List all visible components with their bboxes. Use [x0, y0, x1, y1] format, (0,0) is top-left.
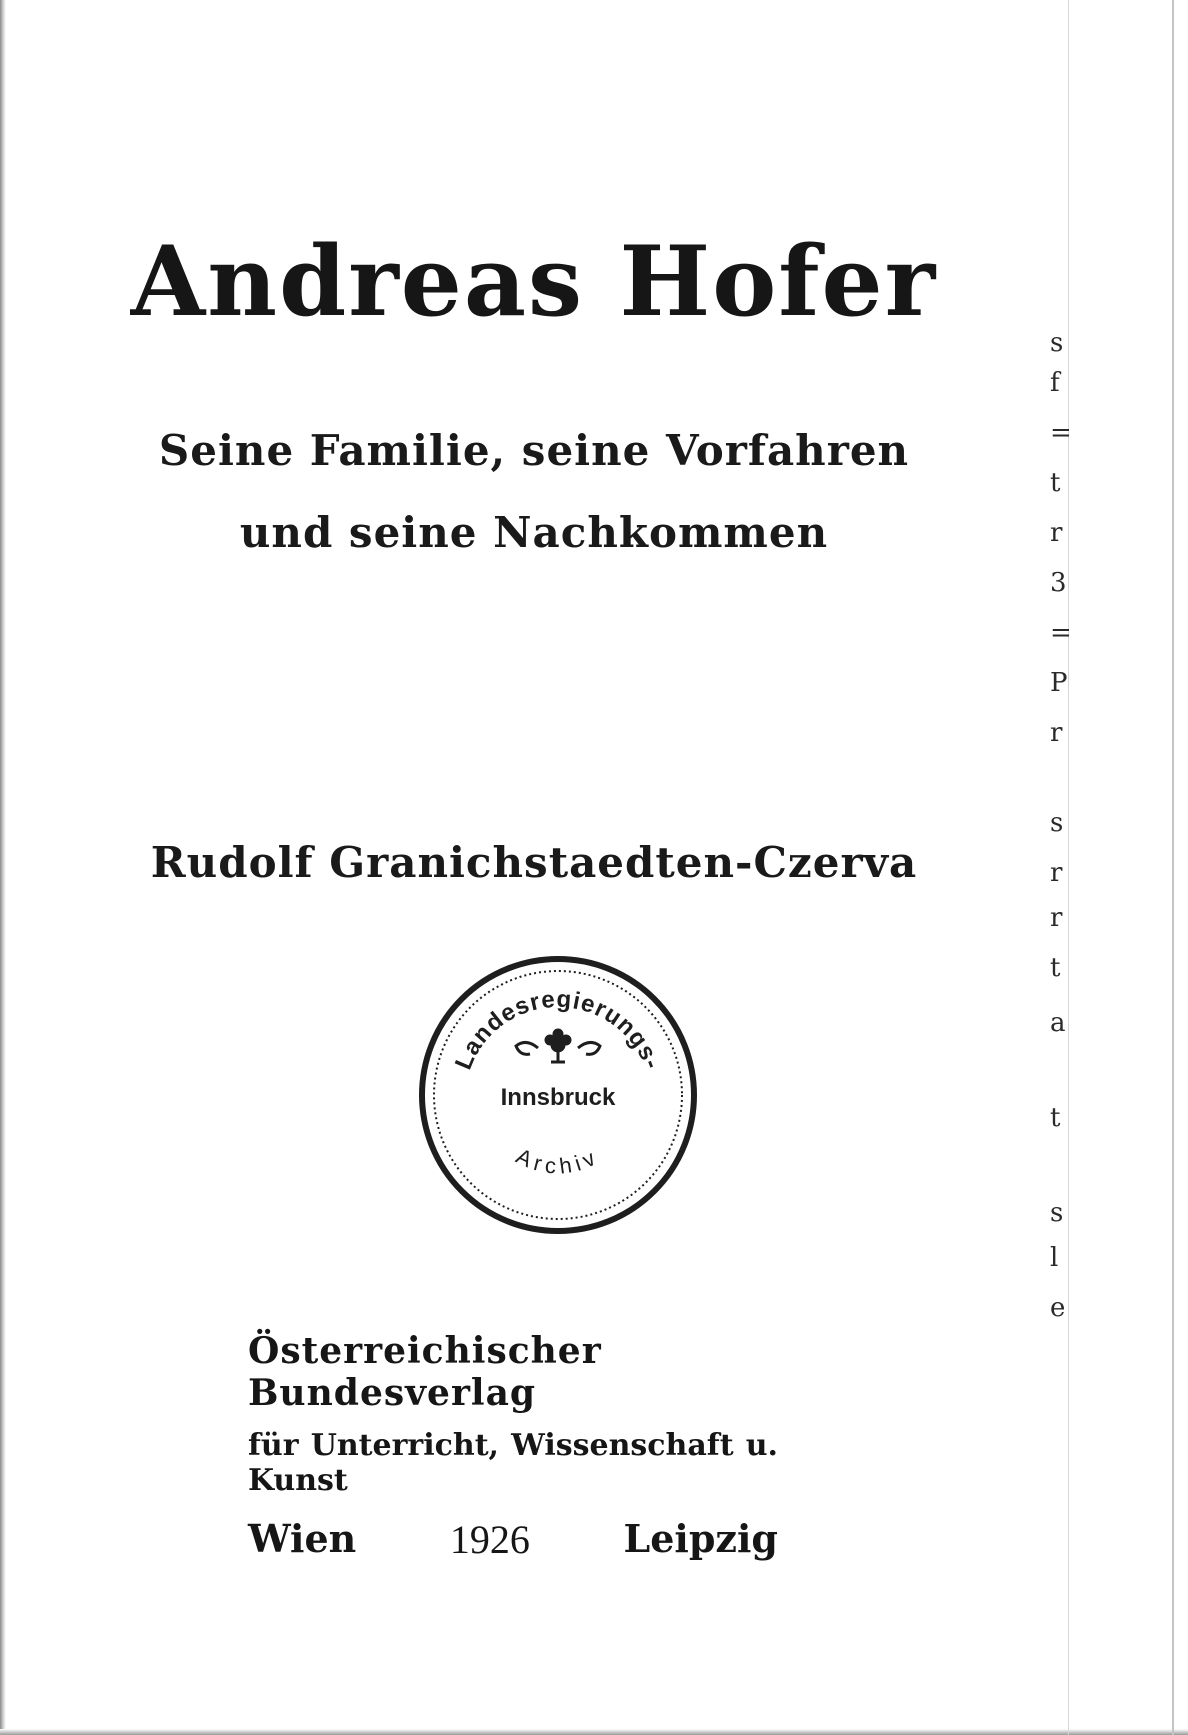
book-subtitle	[0, 410, 1068, 574]
archive-stamp	[413, 950, 703, 1240]
page-gutter-line	[1068, 0, 1069, 1735]
bleed-through-glyph: e	[1050, 1293, 1066, 1323]
bleed-through-glyph: r	[1050, 718, 1063, 748]
imprint-year: 1926	[449, 1517, 530, 1562]
bleed-through-glyph: =	[1050, 618, 1072, 648]
bleed-through-glyph: s	[1050, 1198, 1064, 1228]
subtitle-line-2: und seine Nachkommen	[239, 508, 829, 557]
bleed-through-glyph: a	[1050, 1008, 1066, 1038]
bleed-through-glyph: t	[1050, 1103, 1061, 1133]
bleed-through-glyph: s	[1050, 808, 1064, 838]
page-edge-line	[1172, 0, 1174, 1735]
stamp-bottom-text-path: Archiv	[512, 1143, 604, 1179]
imprint-line	[248, 1516, 778, 1563]
bleed-through-glyph: P	[1050, 668, 1068, 698]
bleed-through-glyph: r	[1050, 518, 1063, 548]
page-bottom-shadow	[0, 1729, 1188, 1735]
bleed-through-glyph: t	[1050, 953, 1061, 983]
bleed-through-glyph: f	[1050, 368, 1060, 398]
bleed-through-glyph: 3	[1050, 568, 1067, 598]
stamp-center-text: Innsbruck	[500, 1084, 616, 1111]
publisher-block	[248, 1330, 778, 1563]
flower-ornament-icon	[516, 1030, 600, 1063]
stamp-bottom-text	[512, 1143, 603, 1179]
bleed-through-glyph: =	[1050, 418, 1072, 448]
stamp-top-text-path: Landesregierungs-	[449, 985, 667, 1074]
bleed-through-glyph: r	[1050, 903, 1063, 933]
publisher-name: Österreichischer Bundesverlag	[248, 1330, 602, 1414]
publisher-subline: für Unterricht, Wissenschaft u. Kunst	[248, 1428, 778, 1498]
bleed-through-glyph: r	[1050, 858, 1063, 888]
bleed-through-glyph: t	[1050, 468, 1061, 498]
book-title: Andreas Hofer	[130, 225, 938, 338]
author-name: Rudolf Granichstaedten-Czerva	[150, 838, 918, 887]
subtitle-line-1: Seine Familie, seine Vorfahren	[158, 426, 910, 475]
bleed-through-glyph: l	[1050, 1243, 1059, 1273]
imprint-city-left: Wien	[248, 1516, 357, 1561]
imprint-city-right: Leipzig	[623, 1516, 778, 1561]
bleed-through-glyph: s	[1050, 328, 1064, 358]
